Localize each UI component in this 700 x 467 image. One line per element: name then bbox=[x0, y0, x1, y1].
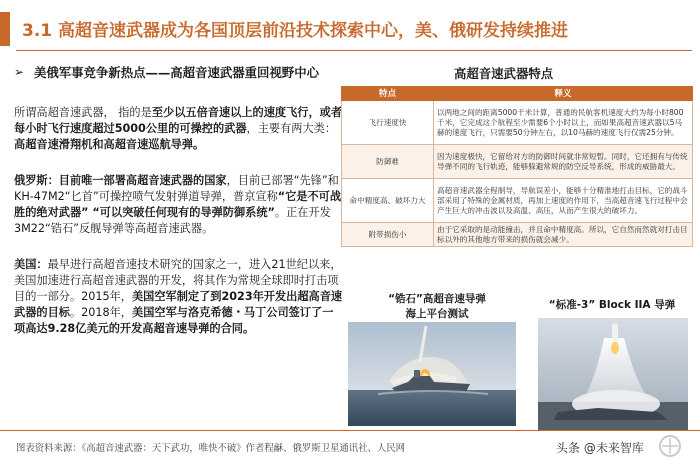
features-table bbox=[341, 86, 693, 247]
ship-launch-image bbox=[348, 322, 516, 426]
desc-cell: 由于它采取的是动能撞击，并且命中精度高。所以，它自然而然就对打击目标以外的其他地方带来的损伤就会减少。 bbox=[434, 223, 693, 247]
watermark-text: 头条 @未来智库 bbox=[556, 441, 644, 455]
us-text-2: 。2018年， bbox=[69, 306, 132, 319]
intro-text-1: 所谓高超音速武器， 指的是 bbox=[14, 106, 152, 119]
us-bold-3: 美国空军与洛克希德・马丁公司签订了一项高达9.28亿美元的开发高超音速导弹的合同。 bbox=[14, 306, 334, 335]
table-row bbox=[342, 145, 693, 179]
russia-text-2: 。正在开发3M22“锆石”反舰导弹等高超音速武器。 bbox=[14, 206, 331, 235]
russia-bold-1: 俄罗斯：目前唯一部署高超音速武器的国家 bbox=[14, 174, 227, 187]
footer-divider bbox=[0, 430, 700, 431]
russia-bold-2: “它是不可战胜的绝对武器” “可以突破任何现有的导弹防御系统” bbox=[14, 190, 342, 219]
title-divider bbox=[16, 50, 692, 51]
title-accent-bar bbox=[0, 12, 10, 46]
intro-text-2: ，主要有两大类： bbox=[246, 122, 337, 135]
table-row bbox=[342, 179, 693, 223]
left-photo-caption-line-1: “锆石”高超音速导弹 bbox=[388, 293, 486, 305]
intro-bold-2: 高超音速滑翔机和高超音速巡航导弹。 bbox=[14, 138, 205, 151]
table-header-feature: 特点 bbox=[342, 87, 434, 101]
arrow-bullet-icon: ➢ bbox=[14, 65, 25, 79]
ship-launch-photo bbox=[348, 322, 516, 426]
feature-cell: 防御难 bbox=[342, 145, 434, 179]
missile-launch-image bbox=[538, 318, 688, 430]
table-title: 高超音速武器特点 bbox=[454, 66, 554, 81]
table-row bbox=[342, 101, 693, 145]
right-photo-caption: “标准-3” Block IIA 导弹 bbox=[548, 299, 676, 311]
desc-cell: 以两地之间的距离5000千米计算，普通的民航客机速度大约为每小时800千米，它完成这个航程至少需要6个小时以上，而如果高超音速武器以5马赫的速度飞行，只需要50分钟左右，以10马赫的速度飞行仅需25分钟。 bbox=[434, 101, 693, 145]
intro-paragraph bbox=[14, 105, 344, 153]
us-paragraph bbox=[14, 257, 344, 337]
russia-text-1: ，目前已部署“先锋”和KH-47M2“匕首”可操控喷气发射弹道导弹，普京宣称 bbox=[14, 174, 339, 203]
left-photo-caption-line-2: 海上平台测试 bbox=[405, 308, 469, 320]
feature-cell: 飞行速度快 bbox=[342, 101, 434, 145]
us-text-1: 最早进行高超音速技术研究的国家之一，进入21世纪以来，美国加速进行高超音速武器的开发，将其作为常规全球即时打击项目的一部分。2015年， bbox=[14, 258, 342, 303]
page-title: 3.1 高超音速武器成为各国顶层前沿技术探索中心，美、俄研发持续推进 bbox=[22, 21, 569, 41]
feature-cell: 命中精度高、破坏力大 bbox=[342, 179, 434, 223]
table-header-row bbox=[342, 87, 693, 101]
us-bold-1: 美国： bbox=[14, 258, 48, 271]
left-column bbox=[14, 64, 344, 357]
russia-paragraph bbox=[14, 173, 344, 237]
section-heading-text: 美俄军事竞争新热点——高超音速武器重回视野中心 bbox=[34, 65, 319, 80]
desc-cell: 高超音速武器全程制导，导航误差小，能够十分精准地打击目标，它的战斗部采用了特殊的金属材质，再加上速度的作用下，当高超音速飞行过程中会产生巨大的冲击波以及高温、高压，从而产生很大的破坏力。 bbox=[434, 179, 693, 223]
left-photo-caption bbox=[352, 292, 522, 322]
table-header-desc: 释义 bbox=[434, 87, 693, 101]
feature-cell: 附带损伤小 bbox=[342, 223, 434, 247]
desc-cell: 因为速度极快，它留给对方的防御时间就非常短暂。同时，它还拥有与传统导弹不同的飞行轨迹，能够躲避常规的防空反导系统，形成的威胁最大。 bbox=[434, 145, 693, 179]
title-bar bbox=[0, 0, 700, 56]
source-note: 图表资料来源：《高超音速武器：天下武功，唯快不破》作者程龢、俄罗斯卫星通讯社、人民网 bbox=[16, 443, 406, 454]
us-bold-2: 美国空军制定了到2023年开发出超高音速武器的目标 bbox=[14, 290, 343, 319]
section-heading bbox=[14, 64, 344, 81]
table-row bbox=[342, 223, 693, 247]
missile-launch-photo bbox=[538, 318, 688, 430]
intro-bold-1: 至少以五倍音速以上的速度飞行，或者每小时飞行速度超过5000公里的可操控的武器 bbox=[14, 106, 343, 135]
